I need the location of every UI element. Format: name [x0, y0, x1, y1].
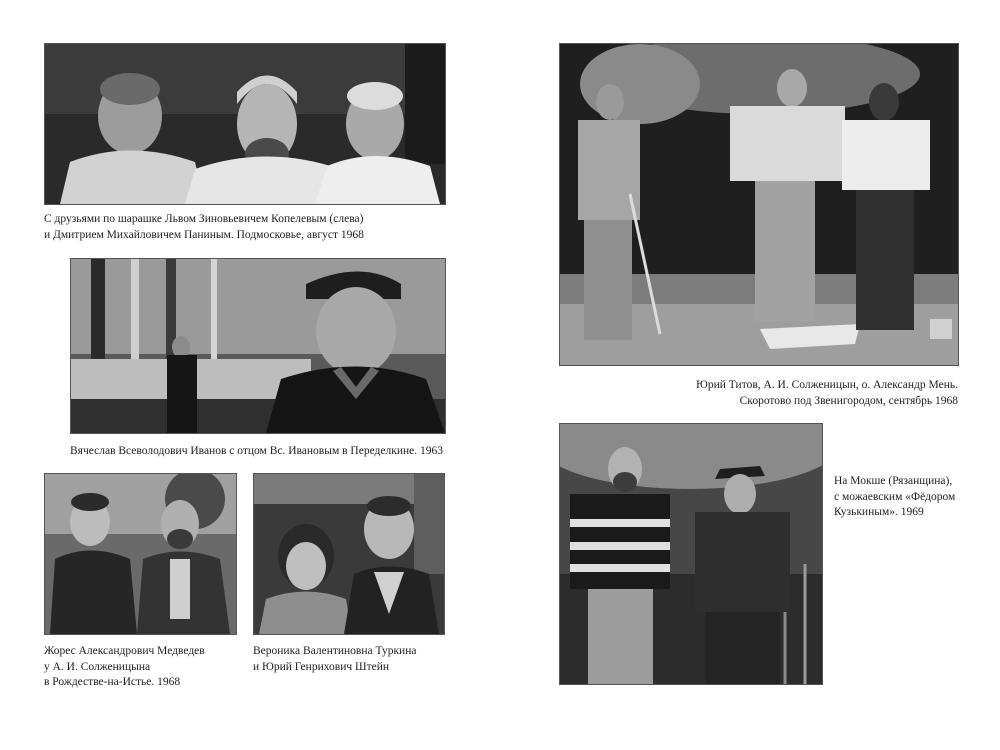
photo-titov-men-1968 [559, 43, 959, 366]
photo-friends-1968-image [45, 44, 445, 204]
photo-turkina-shtein-image [254, 474, 444, 634]
caption-line: с можаевским «Фёдором [834, 490, 956, 503]
caption-line: Вячеслав Всеволодович Иванов с отцом Вс. Ивановым в Переделкине. 1963 [70, 445, 443, 457]
photo-mokshe-1969 [559, 423, 823, 685]
caption-titov-men-1968 [620, 378, 958, 409]
caption-line: у А. И. Солженицына [44, 660, 151, 673]
photo-medvedev-1968-image [45, 474, 236, 634]
caption-line: и Юрий Генрихович Штейн [253, 660, 390, 673]
photo-ivanov-1963 [70, 258, 446, 434]
caption-turkina-shtein [253, 644, 416, 675]
caption-mokshe-1969 [834, 474, 955, 521]
caption-ivanov-1963 [70, 444, 443, 460]
caption-friends-1968 [44, 212, 364, 243]
caption-line: Жорес Александрович Медведев [44, 645, 205, 657]
photo-turkina-shtein [253, 473, 445, 635]
caption-line: На Мокше (Рязанщина), [834, 475, 953, 487]
photo-medvedev-1968 [44, 473, 237, 635]
caption-line: Кузькиным». 1969 [834, 506, 924, 518]
caption-line: С друзьями по шарашке Львом Зиновьевичем Копелевым (слева) [44, 213, 364, 225]
photo-mokshe-1969-image [560, 424, 822, 684]
caption-line: в Рождестве-на-Истье. 1968 [44, 676, 181, 688]
caption-line: Юрий Титов, А. И. Солженицын, о. Александр Мень. [696, 379, 958, 391]
photo-ivanov-1963-image [71, 259, 445, 433]
caption-line: и Дмитрием Михайловичем Паниным. Подмосковье, август 1968 [44, 228, 364, 241]
caption-medvedev-1968 [44, 644, 205, 691]
photo-titov-men-1968-image [560, 44, 958, 365]
caption-line: Вероника Валентиновна Туркина [253, 645, 417, 657]
photo-friends-1968 [44, 43, 446, 205]
caption-line: Скоротово под Звенигородом, сентябрь 1968 [739, 394, 958, 407]
